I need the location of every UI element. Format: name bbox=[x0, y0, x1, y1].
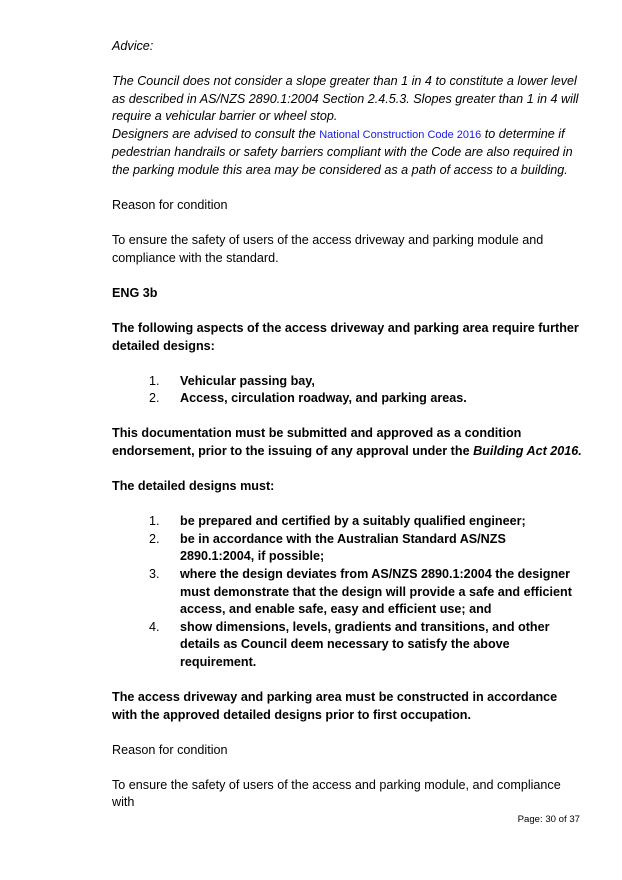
list-number: 4. bbox=[149, 619, 160, 634]
documentation-text: This documentation must be submitted and approved as a condition endorsement, prior to the issuing of any approval under the bbox=[112, 426, 522, 458]
documentation-paragraph bbox=[112, 425, 582, 460]
list-text: Vehicular passing bay, bbox=[180, 373, 315, 388]
reason-text-1: To ensure the safety of users of the access driveway and parking module and compliance with the standard. bbox=[112, 233, 544, 265]
list-number: 3. bbox=[149, 566, 160, 581]
list-item bbox=[112, 531, 582, 566]
list-text: Access, circulation roadway, and parking areas. bbox=[180, 391, 467, 406]
requirements-list bbox=[112, 513, 582, 671]
building-act-name: Building Act 2016. bbox=[473, 444, 582, 458]
ncc-link[interactable]: National Construction Code 2016 bbox=[319, 128, 482, 141]
list-text: where the design deviates from AS/NZS 2890.1:2004 the designer must demonstrate that the design will provide a safe and efficient access, and enable safe, easy and efficient use; and bbox=[180, 566, 572, 617]
condition-intro: The following aspects of the access driveway and parking area require further detailed designs: bbox=[112, 321, 579, 353]
advice-paragraph-2-post: to determine if pedestrian handrails or safety barriers compliant with the Code are also required in the parking module this area may be considered as a path of access to a building. bbox=[112, 126, 573, 178]
reason-heading-1: Reason for condition bbox=[112, 198, 228, 213]
list-item bbox=[112, 566, 582, 619]
aspects-list bbox=[112, 373, 582, 408]
advice-paragraph-2-pre: Designers are advised to consult the bbox=[112, 126, 320, 141]
list-number: 2. bbox=[149, 531, 160, 546]
list-number: 2. bbox=[149, 391, 160, 406]
list-text: be in accordance with the Australian Standard AS/NZS 2890.1:2004, if possible; bbox=[180, 531, 506, 564]
list-text: be prepared and certified by a suitably qualified engineer; bbox=[180, 514, 526, 529]
list-item bbox=[112, 619, 582, 672]
closing-paragraph: The access driveway and parking area must be constructed in accordance with the approved detailed designs prior to first occupation. bbox=[112, 690, 558, 722]
document-body bbox=[112, 38, 582, 812]
designs-must-heading: The detailed designs must: bbox=[112, 479, 275, 494]
list-item bbox=[112, 513, 582, 531]
advice-heading: Advice: bbox=[112, 39, 154, 53]
advice-paragraph-1: The Council does not consider a slope greater than 1 in 4 to constitute a lower level as described in AS/NZS 2890.1:2004 Section 2.4.5.3. Slopes greater than 1 in 4 will require a vehicular barrier or wheel stop. bbox=[112, 74, 579, 124]
list-item bbox=[112, 373, 582, 391]
reason-heading-2: Reason for condition bbox=[112, 742, 228, 757]
advice-paragraph-2 bbox=[112, 126, 582, 180]
condition-heading: ENG 3b bbox=[112, 285, 158, 300]
reason-text-2: To ensure the safety of users of the access and parking module, and compliance with bbox=[112, 777, 561, 810]
list-text: show dimensions, levels, gradients and transitions, and other details as Council deem necessary to satisfy the above requirement. bbox=[180, 619, 550, 669]
list-number: 1. bbox=[149, 514, 160, 529]
list-number: 1. bbox=[149, 373, 160, 388]
page-number: Page: 30 of 37 bbox=[517, 814, 580, 825]
list-item bbox=[112, 390, 582, 408]
